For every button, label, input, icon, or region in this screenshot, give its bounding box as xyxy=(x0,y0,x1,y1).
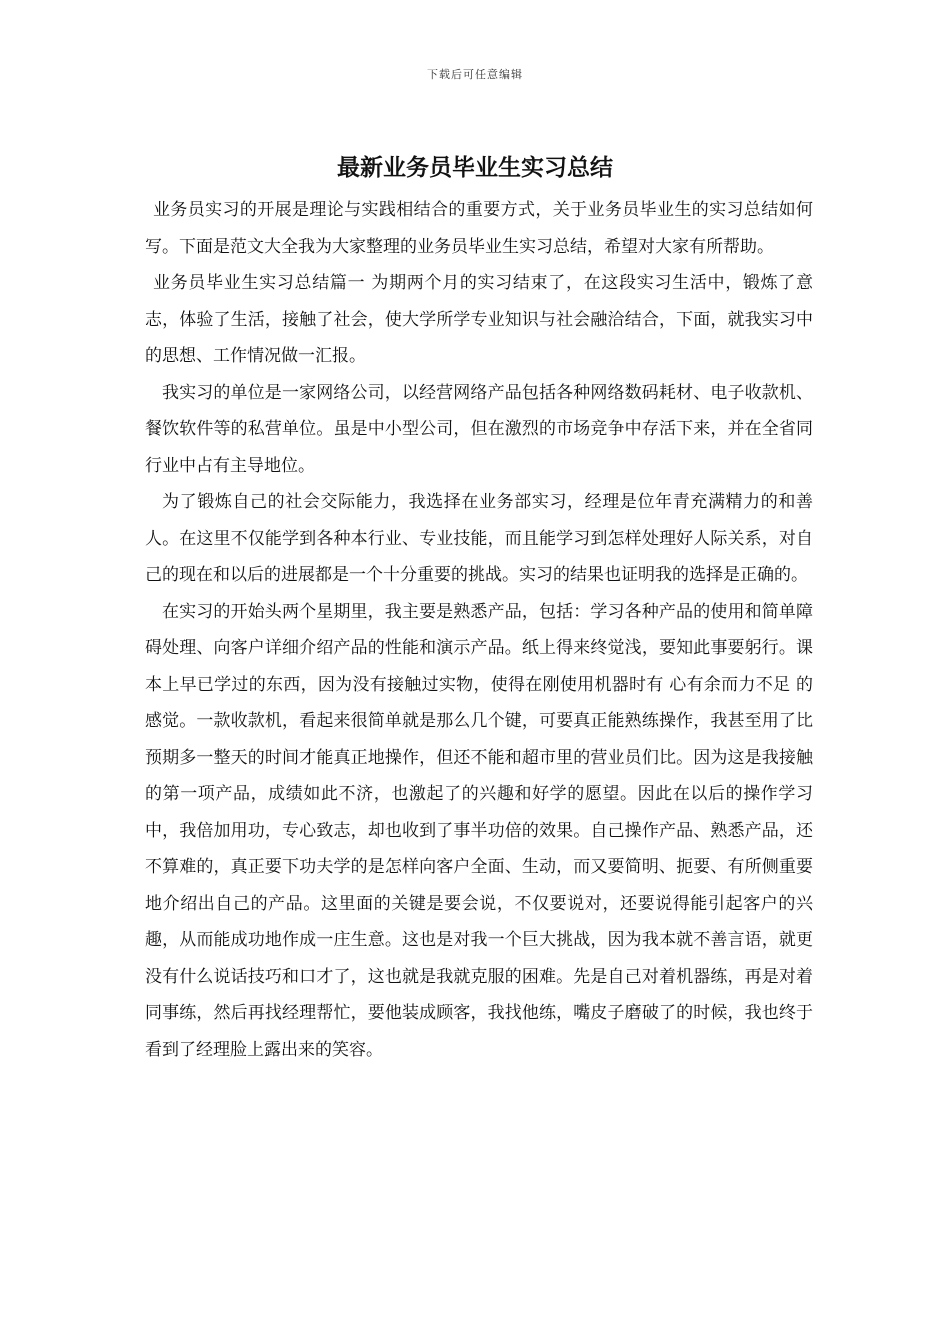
paragraph-company: 我实习的单位是一家网络公司，以经营网络产品包括各种网络数码耗材、电子收款机、餐饮软件等的私营单位。虽是中小型公司，但在激烈的市场竞争中存活下来，并在全省同行业中占有主导地位。 xyxy=(145,382,813,476)
paragraph-intro: 业务员实习的开展是理论与实践相结合的重要方式，关于业务员毕业生的实习总结如何写。下面是范文大全我为大家整理的业务员毕业生实习总结，希望对大家有所帮助。 xyxy=(145,200,813,257)
header-note: 下载后可任意编辑 xyxy=(427,68,523,81)
document-title: 最新业务员毕业生实习总结 xyxy=(337,154,613,181)
document-body xyxy=(145,192,813,1068)
paragraph-department: 为了锻炼自己的社会交际能力，我选择在业务部实习，经理是位年青充满精力的和善人。在这里不仅能学到各种本行业、专业技能，而且能学习到怎样处理好人际关系，对自己的现在和以后的进展都是一个十分重要的挑战。实习的结果也证明我的选择是正确的。 xyxy=(145,492,813,585)
paragraph-first-weeks: 在实习的开始头两个星期里，我主要是熟悉产品，包括：学习各种产品的使用和简单障碍处理、向客户详细介绍产品的性能和演示产品。纸上得来终觉浅，要知此事要躬行。课本上早已学过的东西，因为没有接触过实物，使得在刚使用机器时有 心有余而力不足 的感觉。一款收款机，看起来很简单就是那么几个键，可要真正能熟练操作，我甚至用了比预期多一整天的时间才能真正地操作，但还不能和超市里的营业员们比。因为这是我接触的第一项产品，成绩如此不济，也激起了的兴趣和好学的愿望。因此在以后的操作学习中，我倍加用功，专心致志，却也收到了事半功倍的效果。自己操作产品、熟悉产品，还不算难的，真正要下功夫学的是怎样向客户全面、生动，而又要简明、扼要、有所侧重要地介绍出自己的产品。这里面的关键是要会说，不仅要说对，还要说得能引起客户的兴趣，从而能成功地作成一庄生意。这也是对我一个巨大挑战，因为我本就不善言语，就更没有什么说话技巧和口才了，这也就是我就克服的困难。先是自己对着机器练，再是对着同事练，然后再找经理帮忙，要他装成顾客，我找他练，嘴皮子磨破了的时候，我也终于看到了经理脸上露出来的笑容。 xyxy=(145,601,813,1060)
paragraph-chapter-one: 业务员毕业生实习总结篇一 为期两个月的实习结束了，在这段实习生活中，锻炼了意志，体验了生活，接触了社会，使大学所学专业知识与社会融洽结合，下面，就我实习中的思想、工作情况做一汇报。 xyxy=(145,273,813,366)
